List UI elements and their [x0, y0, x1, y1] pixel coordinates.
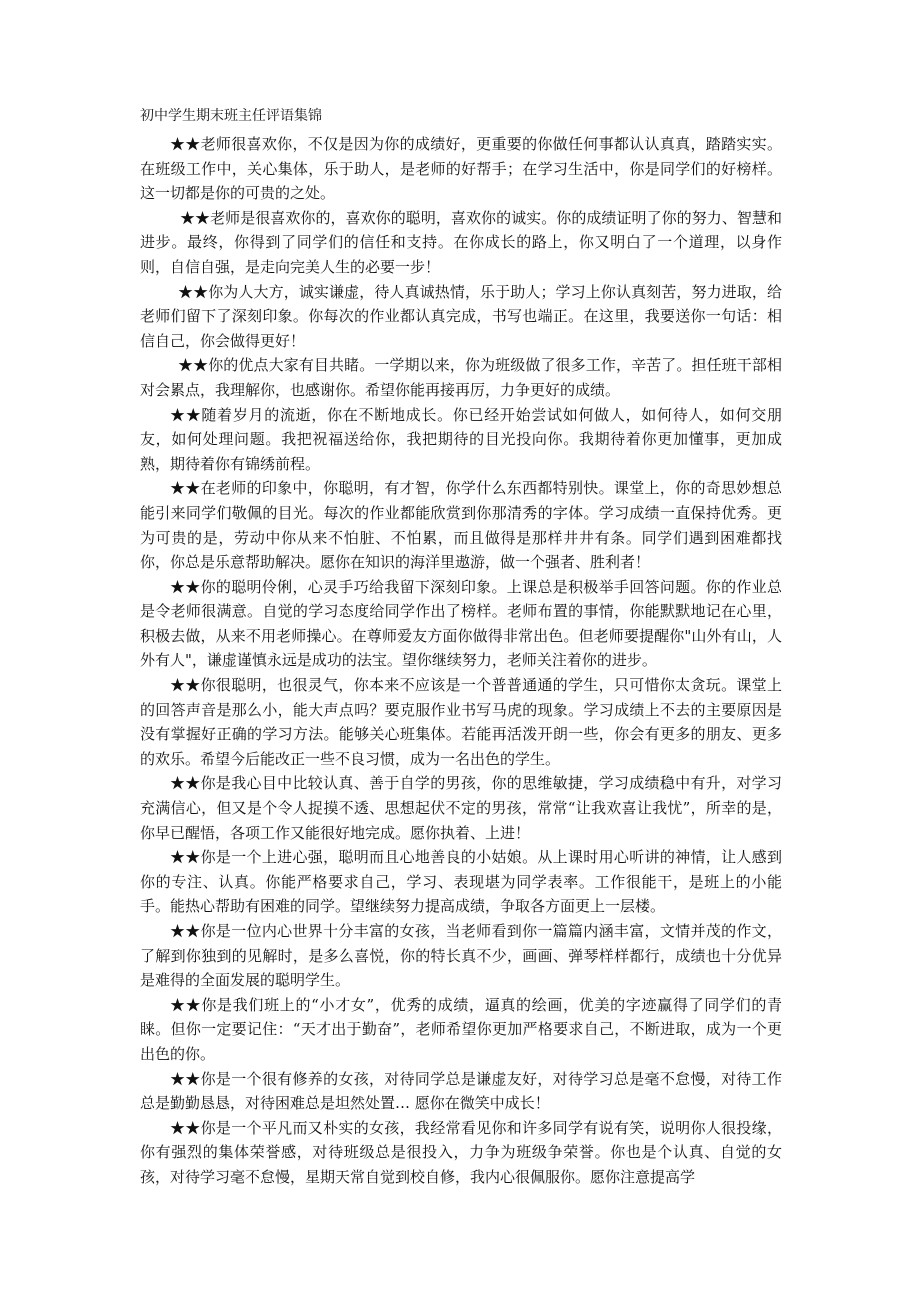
comment-paragraph: ★★老师是很喜欢你的，喜欢你的聪明，喜欢你的诚实。你的成绩证明了你的努力、智慧和进步。最终，你得到了同学们的信任和支持。在你成长的路上，你又明白了一个道理，以身作则，自信自强，是走向完美人生的必要一步！: [140, 208, 782, 276]
comment-paragraph: ★★你是一位内心世界十分丰富的女孩，当老师看到你一篇篇内涵丰富，文情并茂的作文，了解到你独到的见解时，是多么喜悦，你的特长真不少，画画、弹琴样样都行，成绩也十分优异是难得的全面发展的聪明学生。: [140, 922, 782, 990]
comment-paragraph: ★★老师很喜欢你，不仅是因为你的成绩好，更重要的你做任何事都认认真真，踏踏实实。在班级工作中，关心集体，乐于助人，是老师的好帮手；在学习生活中，你是同学们的好榜样。这一切都是你的可贵的之处。: [140, 135, 782, 203]
comment-paragraph: ★★你为人大方，诚实谦虚，待人真诚热情，乐于助人；学习上你认真刻苦，努力进取，给老师们留下了深刻印象。你每次的作业都认真完成，书写也端正。在这里，我要送你一句话：相信自己，你会做得更好！: [140, 282, 782, 350]
comment-paragraph: ★★你很聪明，也很灵气，你本来不应该是一个普普通通的学生，只可惜你太贪玩。课堂上的回答声音是那么小，能大声点吗？要克服作业书写马虎的现象。学习成绩上不去的主要原因是没有掌握好正确的学习方法。能够关心班集体。若能再活泼开朗一些，你会有更多的朋友、更多的欢乐。希望今后能改正一些不良习惯，成为一名出色的学生。: [140, 676, 782, 768]
comment-paragraph: ★★你是我们班上的“小才女”，优秀的成绩，逼真的绘画，优美的字迹赢得了同学们的青睐。但你一定要记住：“天才出于勤奋”，老师希望你更加严格要求自己，不断进取，成为一个更出色的你。: [140, 995, 782, 1063]
comment-paragraph: ★★你是我心目中比较认真、善于自学的男孩，你的思维敏捷，学习成绩稳中有升，对学习充满信心，但又是个令人捉摸不透、思想起伏不定的男孩，常常“让我欢喜让我忧”，所幸的是，你早已醒悟，各项工作又能很好地完成。愿你执着、上进！: [140, 774, 782, 842]
comment-paragraph: ★★你是一个平凡而又朴实的女孩，我经常看见你和许多同学有说有笑，说明你人很投缘，你有强烈的集体荣誉感，对待班级总是很投入，力争为班级争荣誉。你也是个认真、自觉的女孩，对待学习毫不怠慢，星期天常自觉到校自修，我内心很佩服你。愿你注意提高学: [140, 1118, 782, 1186]
comment-paragraph: ★★你是一个很有修养的女孩，对待同学总是谦虚友好，对待学习总是毫不怠慢，对待工作总是勤勤恳恳，对待困难总是坦然处置… 愿你在微笑中成长！: [140, 1069, 782, 1113]
comment-paragraph: ★★随着岁月的流逝，你在不断地成长。你已经开始尝试如何做人，如何待人，如何交朋友，如何处理问题。我把祝福送给你，我把期待的目光投向你。我期待着你更加懂事，更加成熟，期待着你有锦绣前程。: [140, 405, 782, 473]
comment-paragraph: ★★在老师的印象中，你聪明，有才智，你学什么东西都特别快。课堂上，你的奇思妙想总能引来同学们敬佩的目光。每次的作业都能欣赏到你那清秀的字体。学习成绩一直保持优秀。更为可贵的是，劳动中你从来不怕脏、不怕累，而且做得是那样井井有条。同学们遇到困难都找你，你总是乐意帮助解决。愿你在知识的海洋里遨游，做一个强者、胜利者！: [140, 479, 782, 572]
document-content: [140, 104, 782, 1190]
comment-paragraph: ★★你的优点大家有目共睹。一学期以来，你为班级做了很多工作，辛苦了。担任班干部相对会累点，我理解你，也感谢你。希望你能再接再厉，力争更好的成绩。: [140, 356, 782, 399]
document-title: 初中学生期末班主任评语集锦: [140, 108, 322, 124]
comment-paragraph: ★★你的聪明伶俐，心灵手巧给我留下深刻印象。上课总是积极举手回答问题。你的作业总是令老师很满意。自觉的学习态度给同学作出了榜样。老师布置的事情，你能默默地记在心里，积极去做，从来不用老师操心。在尊师爱友方面你做得非常出色。但老师要提醒你"山外有山，人外有人"，谦虚谨慎永远是成功的法宝。望你继续努力，老师关注着你的进步。: [140, 577, 782, 670]
comment-paragraph: ★★你是一个上进心强，聪明而且心地善良的小姑娘。从上课时用心听讲的神情，让人感到你的专注、认真。你能严格要求自己，学习、表现堪为同学表率。工作很能干，是班上的小能手。能热心帮助有困难的同学。望继续努力提高成绩，争取各方面更上一层楼。: [140, 848, 782, 916]
